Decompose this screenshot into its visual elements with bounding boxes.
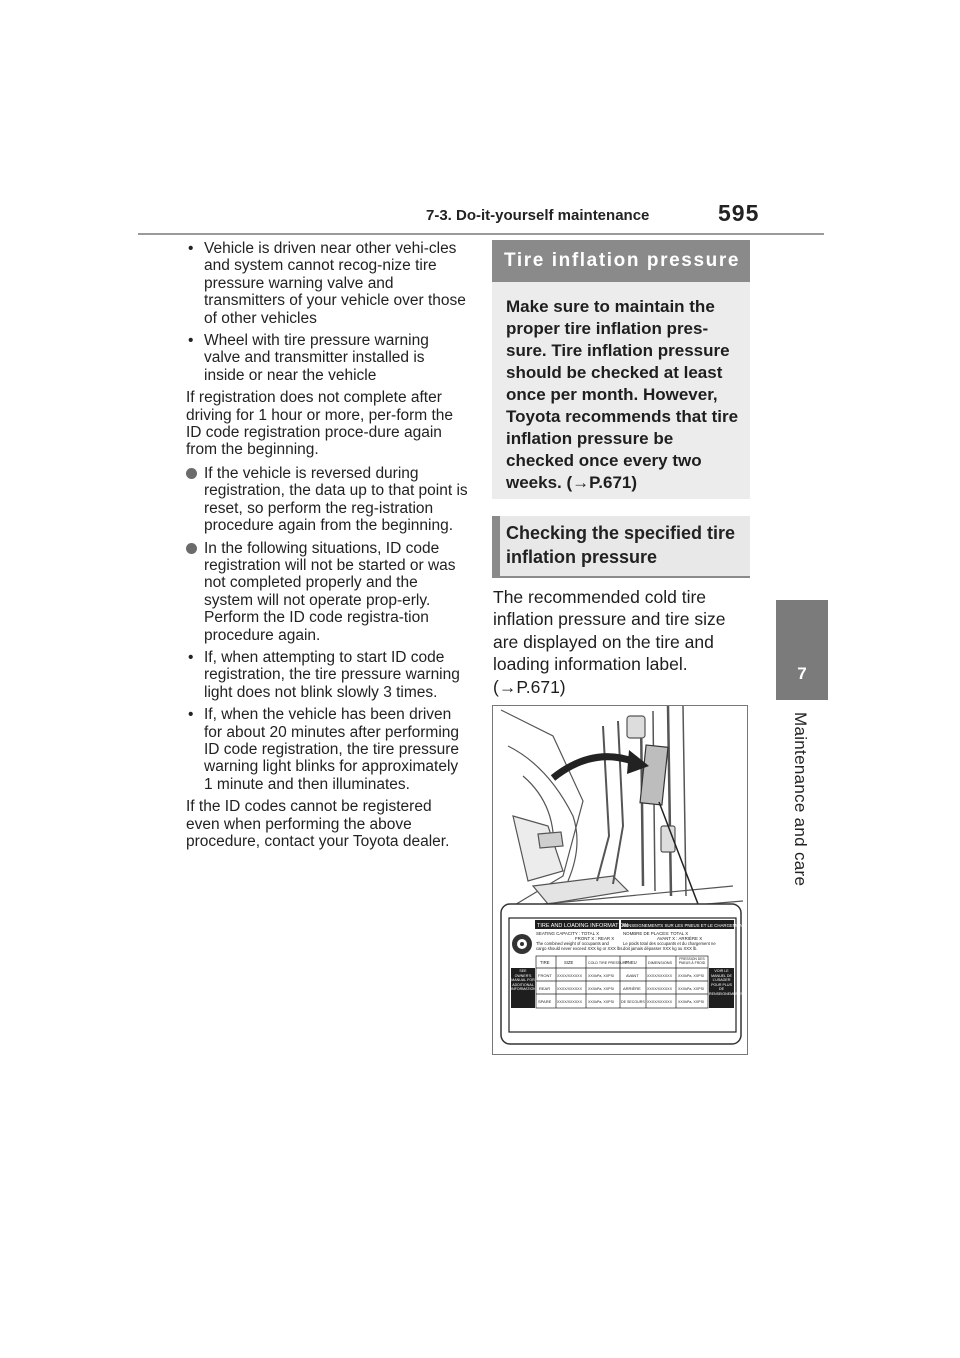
page-number: 595: [718, 200, 760, 226]
leader-line: [659, 802, 698, 904]
label-location-marker: [640, 745, 668, 805]
bullet-item: [186, 706, 468, 793]
row-pneu: AVANT: [626, 973, 639, 978]
subsection-underline: [492, 576, 750, 578]
bullet-text: If, when the vehicle has been driven for about 20 minutes after performing ID code registration, the tire pressure warning light blinks for approximately 1 minute and then illuminates.: [204, 706, 460, 793]
bullet-mark: •: [188, 332, 194, 350]
tire-loading-label: [509, 918, 746, 1032]
note-item: [186, 540, 468, 644]
row-dim: XXXX/XXXXXX: [647, 974, 672, 978]
col-dimensions: DIMENSIONS: [648, 961, 673, 965]
col-size: SIZE: [564, 960, 574, 965]
col-pression: PRESSION DES PNEUS À FROID: [678, 957, 706, 965]
row-pressure: XXXkPa, XXPSI: [588, 987, 614, 991]
row-pneu: ARRIÈRE: [623, 986, 641, 991]
row-tire: SPARE: [538, 999, 552, 1004]
tip-text: Make sure to maintain the proper tire inflation pres-sure. Tire inflation pressure should be checked at least once per month. However, Toyota recommends that tire inflation pressure be checked once every two weeks. (→P.671): [506, 297, 739, 492]
bullet-mark: •: [188, 240, 194, 257]
row-pneu: DE SECOURS: [621, 1000, 645, 1004]
label-side-right: VOIR LE MANUEL DE L'USAGER POUR PLUS DE RENSEIGNEMENTS: [709, 969, 743, 996]
chapter-tab: [776, 600, 828, 700]
weight-en-2: cargo should never exceed XXX kg or XXX lbs.: [536, 946, 624, 951]
chapter-number: 7: [797, 664, 807, 683]
row-dim: XXXX/XXXXXX: [647, 987, 672, 991]
weight-en: The combined weight of occupants and: [536, 941, 609, 946]
subsection-title: Checking the specified tire inflation pressure: [506, 523, 736, 567]
weight-fr: Le poids total des occupants et du chargement ne: [623, 941, 716, 946]
row-size: XXXX/XXXXXX: [557, 974, 582, 978]
bullet-item: [186, 240, 468, 327]
row-size: XXXX/XXXXXX: [557, 987, 582, 991]
row-size: XXXX/XXXXXX: [557, 1000, 582, 1004]
section-title: Tire inflation pressure: [504, 250, 741, 271]
subsection-accent-bar: [492, 516, 500, 578]
row-pression: XXXkPa, XXPSI: [678, 1000, 704, 1004]
chapter-title-vertical: [790, 712, 816, 1012]
seating-fr: NOMBRE DE PLACES: TOTAL X: [623, 931, 689, 936]
seating-en: SEATING CAPACITY : TOTAL X: [536, 931, 600, 936]
bullet-text: Wheel with tire pressure warning valve and transmitter installed is inside or near the vehicle: [204, 332, 429, 384]
bullet-mark: •: [188, 648, 194, 666]
label-title-fr: RENSEIGNEMENTS SUR LES PNEUS ET LE CHARGEMENT: [622, 923, 746, 928]
bullet-mark: •: [188, 706, 194, 724]
bullet-text: Vehicle is driven near other vehi-cles and system cannot recog-nize tire pressure warning valve and transmitters of your vehicle over those of other vehicles: [204, 240, 466, 327]
note-item: [186, 465, 468, 535]
circle-bullet-icon: [186, 543, 197, 554]
label-title-en: TIRE AND LOADING INFORMATION: [537, 923, 629, 929]
paragraph: If the ID codes cannot be registered even when performing the above procedure, contact your Toyota dealer.: [186, 798, 450, 850]
section-header: [492, 240, 750, 282]
circle-bullet-icon: [186, 468, 197, 479]
note-text: In the following situations, ID code registration will not be started or was not completed properly and the system will not operate prop-erly. Perform the ID code registra-tion procedure again.: [204, 539, 456, 644]
left-column: [186, 240, 468, 856]
row-pressure: XXXkPa, XXPSI: [588, 974, 614, 978]
body-text: The recommended cold tire inflation pressure and tire size are displayed on the tire and loading information label. (→P.671): [493, 587, 726, 697]
row-tire: FRONT: [538, 973, 552, 978]
label-side-left: SEE OWNER'S MANUAL FOR ADDITIONAL INFORMATION: [511, 969, 536, 992]
bullet-item: [186, 649, 468, 701]
bullet-item: [186, 332, 468, 384]
arrow-icon: [553, 757, 635, 778]
seating-en-2: FRONT X : REAR X: [575, 936, 615, 941]
row-tire: REAR: [539, 986, 551, 991]
seating-fr-2: AVANT X : ARRIÈRE X: [657, 936, 703, 941]
weight-fr-2: doit jamais dépasser XXX kg ou XXX lb.: [623, 946, 698, 951]
col-pneu: PNEU: [625, 960, 637, 965]
car-interior-drawing: [501, 706, 743, 921]
row-pressure: XXXkPa, XXPSI: [588, 1000, 614, 1004]
chapter-title: Maintenance and care: [791, 712, 810, 887]
row-dim: XXXX/XXXXXX: [647, 1000, 672, 1004]
tip-box: [492, 282, 750, 499]
bullet-text: If, when attempting to start ID code registration, the tire pressure warning light does not blink slowly 3 times.: [204, 648, 460, 701]
row-pression: XXXkPa, XXPSI: [678, 987, 704, 991]
header-rule: [138, 233, 824, 235]
row-pression: XXXkPa, XXPSI: [678, 974, 704, 978]
door-label-illustration: [492, 705, 748, 1055]
paragraph: If registration does not complete after driving for 1 hour or more, per-form the ID code registration proce-dure again from the beginning.: [186, 389, 454, 459]
col-tire: TIRE: [540, 960, 550, 965]
col-pressure: COLD TIRE PRESSURE: [588, 961, 628, 965]
running-header-section: 7-3. Do-it-yourself maintenance: [426, 207, 650, 224]
note-text: If the vehicle is reversed during registration, the data up to that point is reset, so perform the reg-istration procedure again from the beginning.: [204, 464, 468, 535]
